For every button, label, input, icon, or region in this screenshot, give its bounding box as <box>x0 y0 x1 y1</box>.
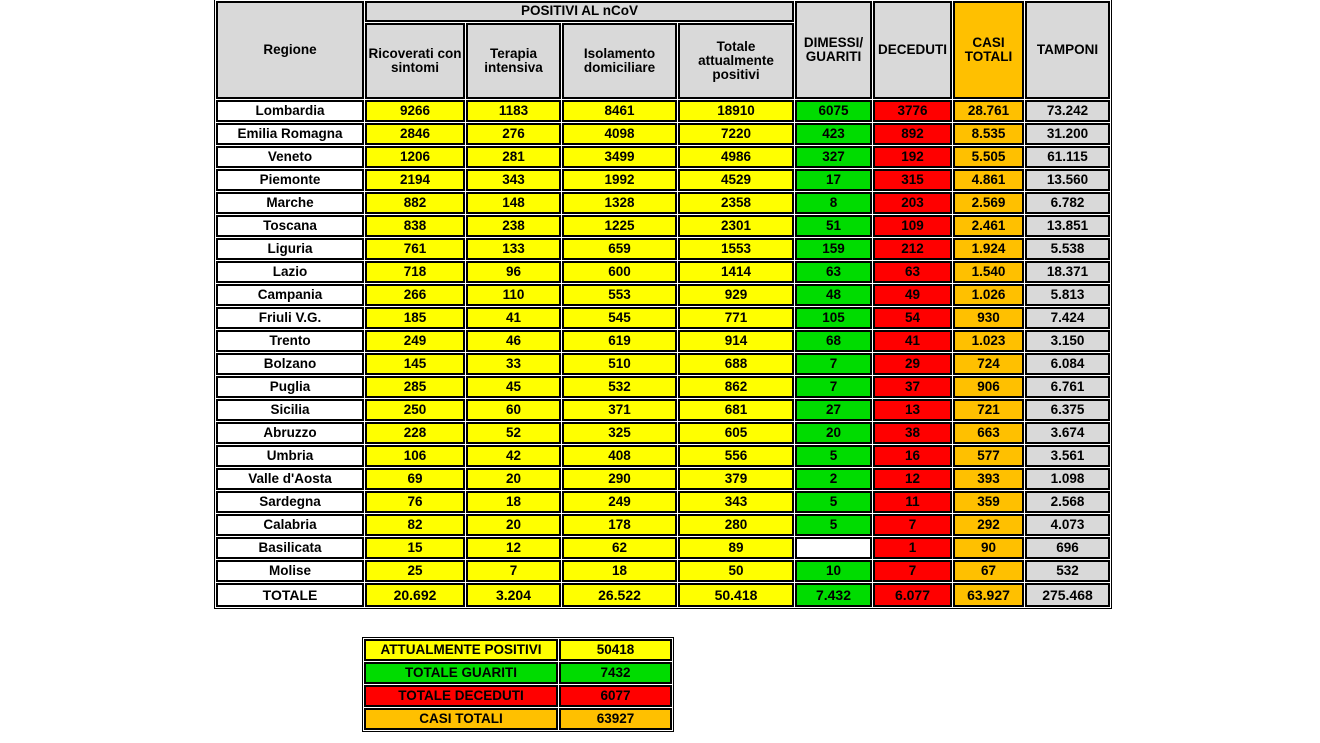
value-cell: 51 <box>795 215 872 237</box>
value-cell: 838 <box>365 215 465 237</box>
table-row <box>216 422 1110 444</box>
region-name-cell: Lazio <box>216 261 364 283</box>
value-cell: 718 <box>365 261 465 283</box>
summary-row <box>364 662 672 684</box>
value-cell: 9266 <box>365 100 465 122</box>
value-cell: 7 <box>873 560 952 582</box>
region-name-cell: Piemonte <box>216 169 364 191</box>
region-name-cell: Lombardia <box>216 100 364 122</box>
value-cell: 681 <box>678 399 794 421</box>
value-cell: 15 <box>365 537 465 559</box>
value-cell: 1.540 <box>953 261 1024 283</box>
value-cell: 292 <box>953 514 1024 536</box>
table-row <box>216 491 1110 513</box>
value-cell: 379 <box>678 468 794 490</box>
value-cell: 73.242 <box>1025 100 1110 122</box>
value-cell: 5 <box>795 445 872 467</box>
value-cell: 29 <box>873 353 952 375</box>
value-cell: 8461 <box>562 100 677 122</box>
value-cell: 4.861 <box>953 169 1024 191</box>
value-cell: 1225 <box>562 215 677 237</box>
region-name-cell: Liguria <box>216 238 364 260</box>
column-header-ricoverati: Ricoverati con sintomi <box>365 23 465 99</box>
value-cell: 7 <box>795 353 872 375</box>
value-cell: 906 <box>953 376 1024 398</box>
value-cell: 2.461 <box>953 215 1024 237</box>
value-cell: 11 <box>873 491 952 513</box>
total-value-cell: 3.204 <box>466 583 561 607</box>
value-cell: 4529 <box>678 169 794 191</box>
value-cell: 771 <box>678 307 794 329</box>
value-cell: 7.424 <box>1025 307 1110 329</box>
value-cell: 38 <box>873 422 952 444</box>
table-row <box>216 238 1110 260</box>
value-cell: 42 <box>466 445 561 467</box>
value-cell: 249 <box>562 491 677 513</box>
value-cell: 6075 <box>795 100 872 122</box>
value-cell: 930 <box>953 307 1024 329</box>
table-row <box>216 376 1110 398</box>
value-cell: 69 <box>365 468 465 490</box>
region-name-cell: Sicilia <box>216 399 364 421</box>
value-cell: 50 <box>678 560 794 582</box>
value-cell: 2194 <box>365 169 465 191</box>
value-cell: 325 <box>562 422 677 444</box>
value-cell: 1414 <box>678 261 794 283</box>
value-cell: 3776 <box>873 100 952 122</box>
value-cell: 696 <box>1025 537 1110 559</box>
summary-rows <box>364 639 672 730</box>
value-cell: 1.098 <box>1025 468 1110 490</box>
column-header-isolamento: Isolamento domiciliare <box>562 23 677 99</box>
region-name-cell: Abruzzo <box>216 422 364 444</box>
value-cell: 6.761 <box>1025 376 1110 398</box>
value-cell: 110 <box>466 284 561 306</box>
value-cell: 52 <box>466 422 561 444</box>
region-name-cell: Umbria <box>216 445 364 467</box>
value-cell: 556 <box>678 445 794 467</box>
value-cell: 106 <box>365 445 465 467</box>
value-cell: 659 <box>562 238 677 260</box>
value-cell: 7 <box>466 560 561 582</box>
table-row <box>216 468 1110 490</box>
value-cell: 2846 <box>365 123 465 145</box>
region-name-cell: Toscana <box>216 215 364 237</box>
value-cell: 553 <box>562 284 677 306</box>
value-cell: 90 <box>953 537 1024 559</box>
value-cell: 7 <box>795 376 872 398</box>
value-cell: 31.200 <box>1025 123 1110 145</box>
value-cell: 343 <box>466 169 561 191</box>
column-header-casi-totali: CASI TOTALI <box>953 1 1024 99</box>
column-header-deceduti: DECEDUTI <box>873 1 952 99</box>
value-cell: 2.568 <box>1025 491 1110 513</box>
value-cell: 619 <box>562 330 677 352</box>
table-row <box>216 514 1110 536</box>
value-cell: 914 <box>678 330 794 352</box>
table-row <box>216 146 1110 168</box>
value-cell: 54 <box>873 307 952 329</box>
column-header-totale-positivi: Totale attualmente positivi <box>678 23 794 99</box>
value-cell: 290 <box>562 468 677 490</box>
value-cell: 1206 <box>365 146 465 168</box>
value-cell: 96 <box>466 261 561 283</box>
region-name-cell: Molise <box>216 560 364 582</box>
value-cell: 532 <box>1025 560 1110 582</box>
column-header-regione: Regione <box>216 1 364 99</box>
value-cell: 68 <box>795 330 872 352</box>
value-cell: 688 <box>678 353 794 375</box>
value-cell: 545 <box>562 307 677 329</box>
value-cell: 46 <box>466 330 561 352</box>
value-cell: 7 <box>873 514 952 536</box>
value-cell: 10 <box>795 560 872 582</box>
region-name-cell: Veneto <box>216 146 364 168</box>
column-header-terapia-intensiva: Terapia intensiva <box>466 23 561 99</box>
table-row <box>216 583 1110 607</box>
table-row <box>216 100 1110 122</box>
value-cell: 18910 <box>678 100 794 122</box>
summary-label-cell: ATTUALMENTE POSITIVI <box>364 639 558 661</box>
summary-table <box>362 637 674 732</box>
summary-row <box>364 639 672 661</box>
region-name-cell: Calabria <box>216 514 364 536</box>
value-cell: 281 <box>466 146 561 168</box>
summary-row <box>364 708 672 730</box>
value-cell: 25 <box>365 560 465 582</box>
total-label-cell: TOTALE <box>216 583 364 607</box>
summary-value-cell: 63927 <box>559 708 672 730</box>
value-cell: 178 <box>562 514 677 536</box>
value-cell: 105 <box>795 307 872 329</box>
value-cell: 1.026 <box>953 284 1024 306</box>
table-row <box>216 169 1110 191</box>
value-cell: 45 <box>466 376 561 398</box>
value-cell: 28.761 <box>953 100 1024 122</box>
value-cell: 393 <box>953 468 1024 490</box>
value-cell: 20 <box>466 468 561 490</box>
value-cell: 280 <box>678 514 794 536</box>
value-cell: 266 <box>365 284 465 306</box>
value-cell: 12 <box>873 468 952 490</box>
value-cell <box>795 537 872 559</box>
table-row <box>216 445 1110 467</box>
value-cell: 61.115 <box>1025 146 1110 168</box>
value-cell: 249 <box>365 330 465 352</box>
table-row <box>216 399 1110 421</box>
total-value-cell: 50.418 <box>678 583 794 607</box>
value-cell: 761 <box>365 238 465 260</box>
value-cell: 18.371 <box>1025 261 1110 283</box>
value-cell: 3499 <box>562 146 677 168</box>
covid-region-table <box>214 0 1112 609</box>
table-row <box>216 123 1110 145</box>
table-row <box>216 560 1110 582</box>
value-cell: 5 <box>795 491 872 513</box>
value-cell: 63 <box>795 261 872 283</box>
value-cell: 1553 <box>678 238 794 260</box>
value-cell: 60 <box>466 399 561 421</box>
value-cell: 5 <box>795 514 872 536</box>
value-cell: 343 <box>678 491 794 513</box>
total-value-cell: 275.468 <box>1025 583 1110 607</box>
region-name-cell: Marche <box>216 192 364 214</box>
value-cell: 18 <box>466 491 561 513</box>
value-cell: 238 <box>466 215 561 237</box>
value-cell: 2301 <box>678 215 794 237</box>
value-cell: 5.813 <box>1025 284 1110 306</box>
value-cell: 408 <box>562 445 677 467</box>
value-cell: 159 <box>795 238 872 260</box>
value-cell: 62 <box>562 537 677 559</box>
value-cell: 8.535 <box>953 123 1024 145</box>
region-name-cell: Puglia <box>216 376 364 398</box>
value-cell: 1328 <box>562 192 677 214</box>
value-cell: 2358 <box>678 192 794 214</box>
value-cell: 228 <box>365 422 465 444</box>
value-cell: 109 <box>873 215 952 237</box>
region-name-cell: Bolzano <box>216 353 364 375</box>
value-cell: 5.538 <box>1025 238 1110 260</box>
value-cell: 133 <box>466 238 561 260</box>
value-cell: 929 <box>678 284 794 306</box>
value-cell: 892 <box>873 123 952 145</box>
value-cell: 2.569 <box>953 192 1024 214</box>
value-cell: 510 <box>562 353 677 375</box>
value-cell: 17 <box>795 169 872 191</box>
value-cell: 8 <box>795 192 872 214</box>
value-cell: 1.023 <box>953 330 1024 352</box>
total-value-cell: 63.927 <box>953 583 1024 607</box>
value-cell: 82 <box>365 514 465 536</box>
value-cell: 37 <box>873 376 952 398</box>
summary-row <box>364 685 672 707</box>
value-cell: 882 <box>365 192 465 214</box>
table-row <box>216 353 1110 375</box>
value-cell: 212 <box>873 238 952 260</box>
value-cell: 67 <box>953 560 1024 582</box>
value-cell: 315 <box>873 169 952 191</box>
region-name-cell: Valle d'Aosta <box>216 468 364 490</box>
value-cell: 3.150 <box>1025 330 1110 352</box>
value-cell: 148 <box>466 192 561 214</box>
region-name-cell: Basilicata <box>216 537 364 559</box>
value-cell: 185 <box>365 307 465 329</box>
table-row <box>216 330 1110 352</box>
column-header-tamponi: TAMPONI <box>1025 1 1110 99</box>
value-cell: 1 <box>873 537 952 559</box>
value-cell: 7220 <box>678 123 794 145</box>
total-value-cell: 26.522 <box>562 583 677 607</box>
table-row <box>216 307 1110 329</box>
region-name-cell: Emilia Romagna <box>216 123 364 145</box>
value-cell: 721 <box>953 399 1024 421</box>
value-cell: 49 <box>873 284 952 306</box>
region-rows <box>216 100 1110 607</box>
value-cell: 6.375 <box>1025 399 1110 421</box>
value-cell: 63 <box>873 261 952 283</box>
value-cell: 2 <box>795 468 872 490</box>
summary-label-cell: CASI TOTALI <box>364 708 558 730</box>
table-row <box>216 261 1110 283</box>
value-cell: 41 <box>873 330 952 352</box>
value-cell: 89 <box>678 537 794 559</box>
value-cell: 6.084 <box>1025 353 1110 375</box>
value-cell: 76 <box>365 491 465 513</box>
value-cell: 145 <box>365 353 465 375</box>
value-cell: 423 <box>795 123 872 145</box>
column-group-header-positivi: POSITIVI AL nCoV <box>365 1 794 22</box>
value-cell: 13.560 <box>1025 169 1110 191</box>
value-cell: 16 <box>873 445 952 467</box>
value-cell: 20 <box>466 514 561 536</box>
value-cell: 327 <box>795 146 872 168</box>
value-cell: 12 <box>466 537 561 559</box>
value-cell: 4098 <box>562 123 677 145</box>
total-value-cell: 6.077 <box>873 583 952 607</box>
value-cell: 27 <box>795 399 872 421</box>
region-name-cell: Trento <box>216 330 364 352</box>
value-cell: 663 <box>953 422 1024 444</box>
value-cell: 4.073 <box>1025 514 1110 536</box>
value-cell: 192 <box>873 146 952 168</box>
value-cell: 6.782 <box>1025 192 1110 214</box>
value-cell: 359 <box>953 491 1024 513</box>
value-cell: 3.674 <box>1025 422 1110 444</box>
value-cell: 48 <box>795 284 872 306</box>
value-cell: 203 <box>873 192 952 214</box>
summary-label-cell: TOTALE DECEDUTI <box>364 685 558 707</box>
value-cell: 605 <box>678 422 794 444</box>
summary-label-cell: TOTALE GUARITI <box>364 662 558 684</box>
value-cell: 532 <box>562 376 677 398</box>
value-cell: 18 <box>562 560 677 582</box>
table-row <box>216 215 1110 237</box>
region-name-cell: Sardegna <box>216 491 364 513</box>
value-cell: 1183 <box>466 100 561 122</box>
value-cell: 577 <box>953 445 1024 467</box>
value-cell: 371 <box>562 399 677 421</box>
value-cell: 276 <box>466 123 561 145</box>
value-cell: 13 <box>873 399 952 421</box>
value-cell: 5.505 <box>953 146 1024 168</box>
value-cell: 20 <box>795 422 872 444</box>
value-cell: 13.851 <box>1025 215 1110 237</box>
total-value-cell: 20.692 <box>365 583 465 607</box>
region-name-cell: Friuli V.G. <box>216 307 364 329</box>
table-row <box>216 192 1110 214</box>
value-cell: 33 <box>466 353 561 375</box>
table-row <box>216 537 1110 559</box>
value-cell: 4986 <box>678 146 794 168</box>
total-value-cell: 7.432 <box>795 583 872 607</box>
value-cell: 1.924 <box>953 238 1024 260</box>
value-cell: 724 <box>953 353 1024 375</box>
summary-value-cell: 7432 <box>559 662 672 684</box>
value-cell: 41 <box>466 307 561 329</box>
value-cell: 862 <box>678 376 794 398</box>
table-row <box>216 284 1110 306</box>
column-header-dimessi-guariti: DIMESSI/ GUARITI <box>795 1 872 99</box>
value-cell: 285 <box>365 376 465 398</box>
value-cell: 3.561 <box>1025 445 1110 467</box>
value-cell: 250 <box>365 399 465 421</box>
value-cell: 1992 <box>562 169 677 191</box>
summary-value-cell: 50418 <box>559 639 672 661</box>
region-name-cell: Campania <box>216 284 364 306</box>
value-cell: 600 <box>562 261 677 283</box>
summary-value-cell: 6077 <box>559 685 672 707</box>
